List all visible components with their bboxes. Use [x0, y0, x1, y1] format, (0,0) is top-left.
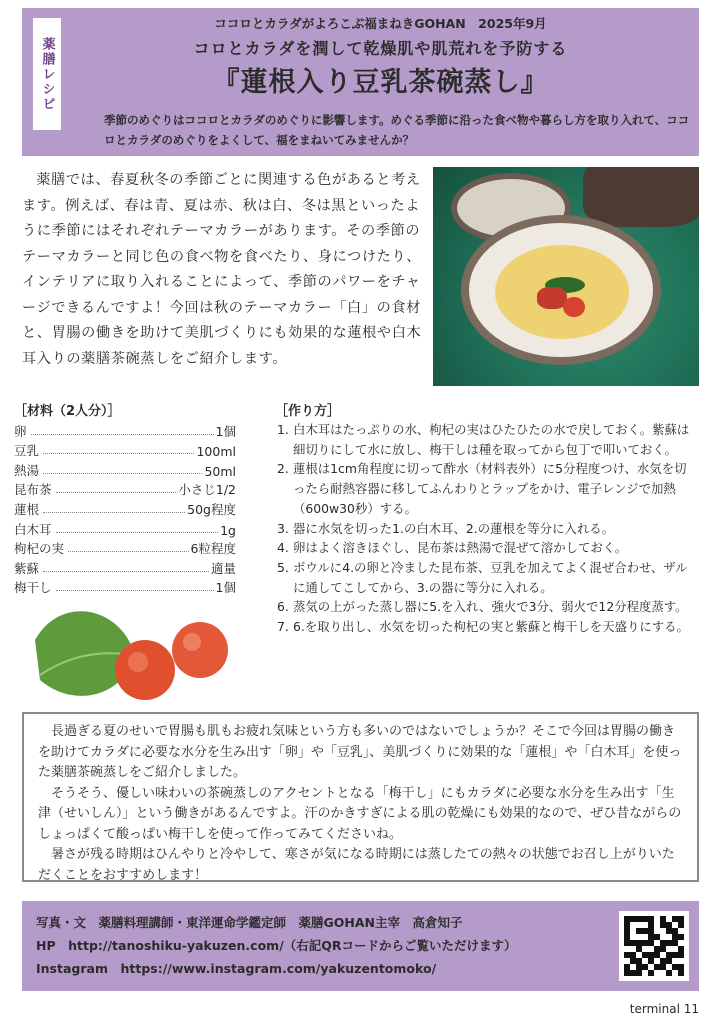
step-number: 4.: [277, 540, 289, 556]
ingredient-amount: 1個: [215, 423, 236, 439]
page-number: terminal 11: [629, 1002, 699, 1016]
ingredient-row: [14, 518, 236, 538]
leader-dots: [43, 512, 185, 513]
step-item: [277, 459, 697, 518]
ingredients-heading: ［材料（2人分）］: [14, 404, 121, 419]
step-number: 2.: [277, 461, 289, 477]
ingredient-name: 梅干し: [14, 580, 52, 596]
ingredient-amount: 適量: [210, 560, 236, 576]
step-item: [277, 558, 697, 597]
ingredient-amount: 小さじ1/2: [178, 482, 236, 498]
qr-code-icon[interactable]: [619, 911, 689, 981]
leader-dots: [56, 532, 219, 533]
step-text: ボウルに4.の卵と冷ました昆布茶、豆乳を加えてよく混ぜ合わせ、ザルに通してこしてから、3.の器に等分に入れる。: [293, 559, 688, 595]
recipe-photo: [433, 167, 699, 386]
leader-dots: [56, 492, 177, 493]
leader-dots: [68, 551, 189, 552]
ingredient-row: [14, 577, 236, 597]
leader-dots: [43, 571, 209, 572]
ingredient-name: 昆布茶: [14, 482, 52, 498]
ingredient-name: 蓮根: [14, 501, 40, 517]
ingredient-row: [14, 440, 236, 460]
ingredient-amount: 1個: [215, 580, 236, 596]
page-title: 『蓮根入り豆乳茶碗蒸し』: [212, 67, 549, 98]
homepage-link[interactable]: HP http://tanoshiku-yakuzen.com/（右記QRコードからご覧いただけます）: [36, 938, 517, 953]
step-text: 蓮根は1cm角程度に切って酢水（材料表外）に5分程度つけ、水気を切ったら耐熱容器に移してふんわりとラップをかけ、電子レンジで加熱（600w30秒）する。: [293, 461, 687, 516]
leader-dots: [56, 590, 214, 591]
step-number: 1.: [277, 422, 289, 437]
step-item: [277, 538, 697, 558]
column-paragraph: 長過ぎる夏のせいで胃腸も肌もお疲れ気味という方も多いのではないでしょうか？そこで今回は胃腸の働きを助けてカラダに必要な水分を生み出す「卵」や「豆乳」、美肌づくりに効果的な「蓮根」や「白木耳」を使った薬膳茶碗蒸しをご紹介しました。: [38, 724, 682, 780]
header-banner: [22, 8, 699, 156]
step-text: 器に水気を切った1.の白木耳、2.の蓮根を等分に入れる。: [293, 520, 615, 536]
footer-banner: [22, 901, 699, 991]
step-text: 蒸気の上がった蒸し器に5.を入れ、強火で3分、弱火で12分程度蒸す。: [293, 599, 688, 615]
lead-paragraph: 薬膳では、春夏秋冬の季節ごとに関連する色があると考えます。例えば、春は青、夏は赤、秋は白、冬は黒といったように季節にはそれぞれテーマカラーがあります。その季節のテーマカラーと同じ色の食べ物を食べたり、身につけたり、インテリアに取り入れることによって、季節のパワーをチャージできるんですよ！今回は秋のテーマカラー「白」の食材と、胃腸の働きを助けて美肌づくりにも効果的な蓮根や白木耳入りの薬膳茶碗蒸しをご紹介します。: [22, 172, 422, 367]
ingredient-row: [14, 459, 236, 479]
step-text: 白木耳はたっぷりの水、枸杞の実はひたひたの水で戻しておく。紫蘇は細切りにして水に放し、梅干しは種を取ってから包丁で叩いておく。: [293, 422, 690, 457]
step-number: 3.: [277, 520, 289, 536]
ingredient-row: [14, 479, 236, 499]
intro-text: 季節のめぐりはココロとカラダのめぐりに影響します。めぐる季節に沿った食べ物や暮らし方を取り入れて、ココロとカラダのめぐりをよくして、福をまねいてみませんか？: [104, 113, 690, 147]
ingredients-list: [14, 420, 236, 596]
shiso-umeboshi-illustration: [30, 600, 230, 710]
series-title: ココロとカラダがよろこぶ福まねきGOHAN 2025年9月: [214, 16, 547, 31]
ingredient-row: [14, 498, 236, 518]
goji-garnish: [563, 297, 585, 317]
umeboshi-icon: [172, 622, 228, 678]
step-item: [277, 519, 697, 539]
umeboshi-icon: [115, 640, 175, 700]
ingredient-amount: 6粒程度: [190, 541, 236, 557]
column-paragraph: そうそう、優しい味わいの茶碗蒸しのアクセントとなる「梅干し」にもカラダに必要な水分を生み出す「生津（せいしん）」という働きがあるんですよ。汗のかきすぎによる肌の乾燥にも効果的なので、ぜひ昔ながらのしょっぱくて酸っぱい梅干しを使って作ってみてくださいね。: [38, 785, 682, 842]
leader-dots: [43, 453, 194, 454]
column-box: [22, 712, 699, 882]
column-paragraph: 暑さが残る時期はひんやりと冷やして、寒さが気になる時期には蒸したての熱々の状態でお召し上がりいただくことをおすすめします！: [38, 847, 675, 883]
subtitle: コロとカラダを潤して乾燥肌や肌荒れを予防する: [193, 39, 568, 58]
step-item: [277, 617, 697, 637]
category-tag: 薬膳レシピ: [33, 18, 61, 130]
ingredient-name: 豆乳: [14, 443, 40, 459]
step-item: [277, 420, 697, 459]
leader-dots: [31, 434, 214, 435]
step-item: [277, 597, 697, 617]
steps-list: [277, 420, 697, 637]
step-number: 5.: [277, 559, 289, 575]
ingredient-amount: 50g程度: [187, 501, 236, 517]
ingredient-name: 紫蘇: [14, 560, 40, 576]
step-text: 卵はよく溶きほぐし、昆布茶は熱湯で混ぜて溶かしておく。: [293, 540, 628, 556]
ingredient-name: 枸杞の実: [14, 541, 65, 557]
ingredient-amount: 50ml: [204, 463, 236, 479]
ingredient-row: [14, 538, 236, 558]
ingredient-amount: 100ml: [196, 444, 236, 460]
instagram-link[interactable]: Instagram https://www.instagram.com/yakuzentomoko/: [36, 961, 437, 976]
step-number: 6.: [277, 599, 289, 615]
step-number: 7.: [277, 619, 289, 635]
steps-heading: ［作り方］: [275, 404, 341, 419]
leader-dots: [43, 473, 202, 474]
ingredient-name: 白木耳: [14, 521, 52, 537]
ingredient-row: [14, 420, 236, 440]
step-text: 6.を取り出し、水気を切った枸杞の実と紫蘇と梅干しを天盛りにする。: [293, 619, 689, 635]
ingredient-row: [14, 557, 236, 577]
teapot-image: [583, 167, 699, 227]
author-credit: 写真・文 薬膳料理講師・東洋運命学鑑定師 薬膳GOHAN主宰 高倉知子: [36, 915, 463, 930]
ingredient-name: 卵: [14, 423, 27, 439]
ingredient-name: 熱湯: [14, 462, 40, 478]
ingredient-amount: 1g: [220, 522, 236, 538]
